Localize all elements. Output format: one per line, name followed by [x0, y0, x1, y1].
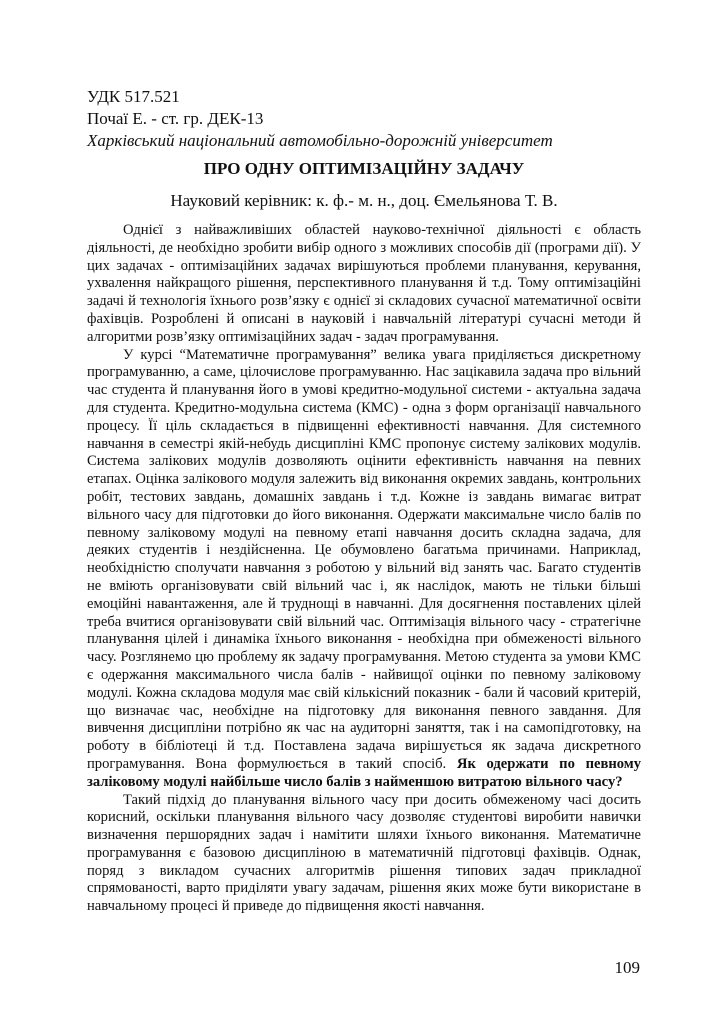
- page-number: 109: [614, 958, 640, 977]
- author-line: Почаї Е. - ст. гр. ДЕК-13: [87, 109, 264, 128]
- paper-title: ПРО ОДНУ ОПТИМІЗАЦІЙНУ ЗАДАЧУ: [203, 159, 525, 178]
- paragraph-1: Однієї з найважливіших областей науково-технічної діяльності є область діяльності, де необхідно зробити вибір одного з можливих способів дії (програми дії). У цих задачах - оптимізаційних задачах вирішуються проблеми планування, керування, ухвалення найкращого рішення, перспективного планування й т.д. Тому оптимізаційні задачі й технологія їхнього розв’язку є однієї зі складових сучасної математичної освіти фахівців. Розроблені й описані в науковій і навчальній літературі сучасні методи й алгоритми розв’язку оптимізаційних задач - задач програмування.: [87, 222, 641, 345]
- paragraph-2: [87, 347, 641, 792]
- paragraph-2-question: Як одержати по певному заліковому модулі найбільше число балів з найменшою витратою вільного часу?: [87, 755, 641, 790]
- udc-code: УДК 517.521: [87, 87, 180, 106]
- paragraph-2-text: У курсі “Математичне програмування” велика увага приділяється дискретному програмуванню, а саме, цілочислове програмуванню. Нас зацікавила задача про вільний час студента й планування його в умові кредитно-модульної системи - актуальна задача для студента. Кредитно-модульна система (КМС) - одна з форм організації навчального процесу. Її ціль складається в підвищенні ефективності навчання. Для системного навчання в семестрі якій-небудь дисципліні КМС пропонує систему залікових модулів. Система залікових модулів дозволяють оцінити ефективність навчання на певних етапах. Оцінка залікового модуля залежить від виконання окремих завдань, контрольних робіт, тестових завдань, домашніх завдань і т.д. Кожне із завдань вимагає витрат вільного часу для підготовки до його виконання. Одержати максимальне число балів по певному заліковому модулі на певному етапі навчання досить складна задача, для деяких студентів і нездійсненна. Це обумовлено багатьма причинами. Наприклад, необхідністю сполучати навчання з роботою у вільний від занять час. Багато студентів не вміють організовувати свій вільний час і, як наслідок, мають не тільки більші емоційні навантаження, але й труднощі в навчанні. Для досягнення поставлених цілей треба вчитися організовувати свій вільний час. Оптимізація вільного часу - стратегічне планування цілей і динаміка їхнього виконання - необхідна при обмеженості вільного часу. Розглянемо цю проблему як задачу програмування. Метою студента за умови КМС є одержання максимального числа балів - найвищої оцінки по певному заліковому модулі. Кожна складова модуля має свій кількісний показник - бали й часовий критерій, що визначає час, необхідне на підготовку для виконання певного завдання. Для вивчення дисципліни потрібно як час на аудиторні заняття, так і на самопідготовку, на роботу в бібліотеці й т.д. Поставлена задача вирішується як задача дискретного програмування. Вона формулюється в такий спосіб.: [87, 346, 641, 772]
- paragraph-3: Такий підхід до планування вільного часу при досить обмеженому часі досить корисний, оскільки планування вільного часу дозволяє студентові виробити навички визначення першорядних задач і намітити шляхи їхнього виконання. Математичне програмування є базовою дисципліною в математичній підготовці фахівців. Однак, поряд з викладом сучасних алгоритмів рішення типових задач прикладної спрямованості, варто приділяти увагу задачам, рішення яких може бути використане в навчальному процесі й приведе до підвищення якості навчання.: [87, 791, 641, 915]
- scientific-advisor: Науковий керівник: к. ф.- м. н., доц. Ємельянова Т. В.: [170, 191, 558, 210]
- paper-header: [87, 86, 647, 152]
- paper-body: [87, 222, 641, 916]
- university-name: Харківський національний автомобільно-дорожній університет: [87, 131, 553, 150]
